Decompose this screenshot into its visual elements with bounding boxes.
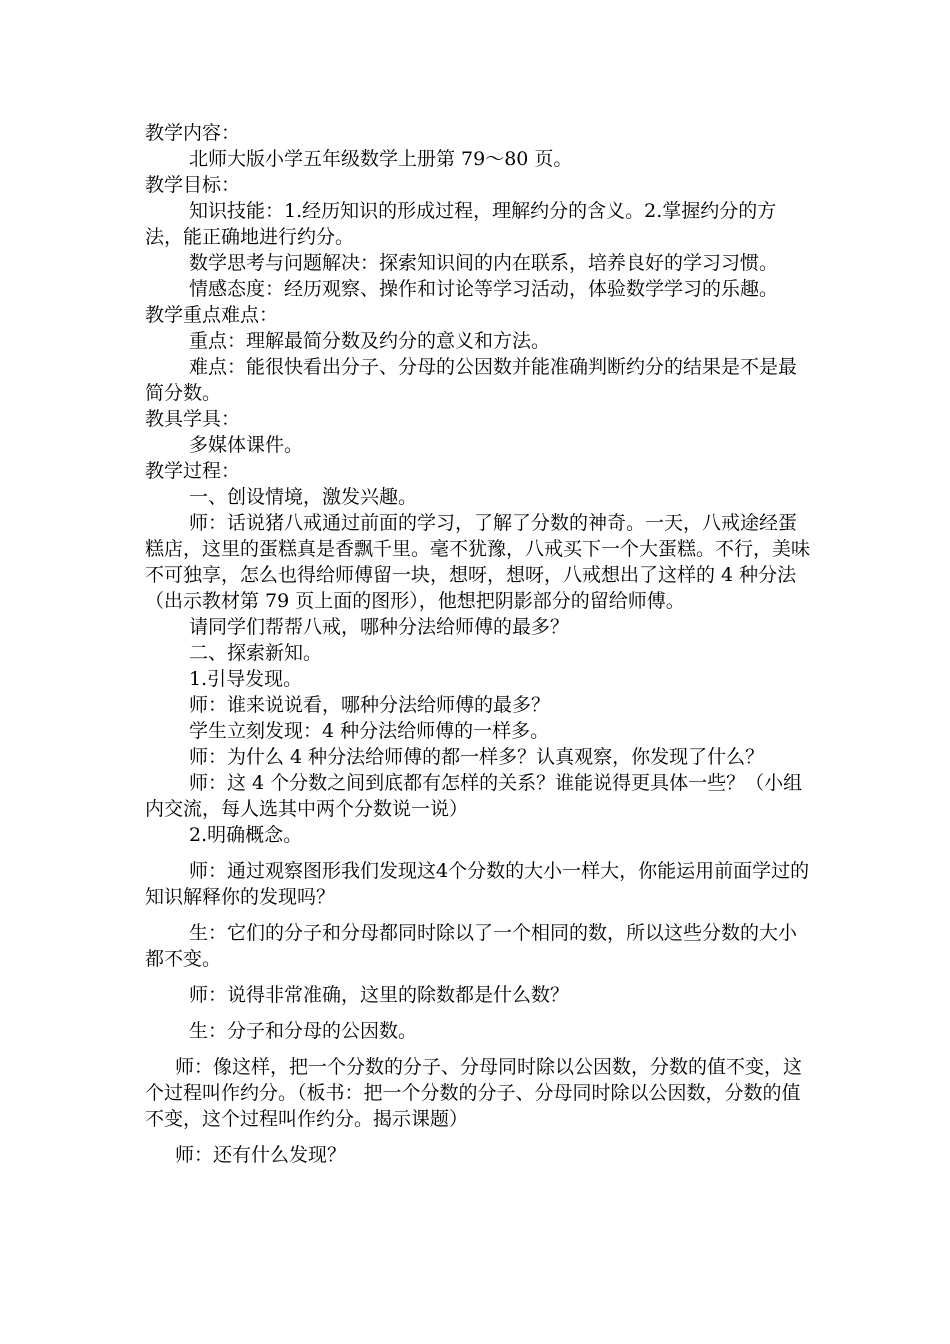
- paragraph-clarify-concept: 2.明确概念。: [189, 824, 303, 846]
- paragraph-help-question: 请同学们帮帮八戒，哪种分法给师傅的最多？: [189, 616, 570, 638]
- heading-teaching-content: 教学内容：: [145, 122, 241, 144]
- paragraph-section-two: 二、探索新知。: [189, 642, 323, 664]
- paragraph-teacher-more: 师：还有什么发现？: [175, 1144, 347, 1166]
- heading-teaching-process: 教学过程：: [145, 460, 241, 482]
- paragraph-key-point: 重点：理解最简分数及约分的意义和方法。: [189, 330, 551, 352]
- paragraph-emotional-attitude: 情感态度：经历观察、操作和讨论等学习活动，体验数学学习的乐趣。: [189, 278, 779, 300]
- paragraph-definition: 师：像这样，把一个分数的分子、分母同时除以公因数，分数的值不变，这个过程叫作约分。（板书：把一个分数的分子、分母同时除以公因数，分数的值不变，这个过程叫作约分。揭示课题）: [145, 1056, 803, 1130]
- paragraph-student-finding: 学生立刻发现：4 种分法给师傅的一样多。: [189, 720, 550, 742]
- document-body: [145, 120, 813, 1168]
- paragraph-difficult-point: 难点：能很快看出分子、分母的公因数并能准确判断约分的结果是不是最简分数。: [145, 356, 798, 404]
- paragraph-student-common-factor: 生：分子和分母的公因数。: [189, 1020, 418, 1042]
- heading-key-difficult-points: 教学重点难点：: [145, 304, 279, 326]
- paragraph-multimedia: 多媒体课件。: [189, 434, 304, 456]
- paragraph-teacher-observe: 师：通过观察图形我们发现这4个分数的大小一样大，你能运用前面学过的知识解释你的发现吗？: [145, 860, 810, 908]
- paragraph-teacher-divisor: 师：说得非常准确，这里的除数都是什么数？: [189, 984, 570, 1006]
- paragraph-knowledge-skills: 知识技能：1.经历知识的形成过程，理解约分的含义。2.掌握约分的方法，能正确地进行约分。: [145, 200, 777, 248]
- paragraph-teacher-question-2: 师：为什么 4 种分法给师傅的都一样多？认真观察，你发现了什么？: [189, 746, 765, 768]
- paragraph-textbook-pages: 北师大版小学五年级数学上册第 79～80 页。: [189, 148, 573, 170]
- heading-teaching-goals: 教学目标：: [145, 174, 241, 196]
- paragraph-teacher-question-1: 师：谁来说说看，哪种分法给师傅的最多？: [189, 694, 551, 716]
- paragraph-section-one: 一、创设情境，激发兴趣。: [189, 486, 418, 508]
- heading-teaching-aids: 教具学具：: [145, 408, 241, 430]
- paragraph-guide-discovery: 1.引导发现。: [189, 668, 303, 690]
- paragraph-story: 师：话说猪八戒通过前面的学习，了解了分数的神奇。一天，八戒途经蛋糕店，这里的蛋糕真是香飘千里。毫不犹豫，八戒买下一个大蛋糕。不行，美味不可独享，怎么也得给师傅留一块，想呀，想呀，八戒想出了这样的 4 种分法（出示教材第 79 页上面的图形），他想把阴影部分的留给师傅。: [145, 512, 811, 612]
- paragraph-math-thinking: 数学思考与问题解决：探索知识间的内在联系，培养良好的学习习惯。: [189, 252, 779, 274]
- paragraph-teacher-question-3: 师：这 4 个分数之间到底都有怎样的关系？谁能说得更具体一些？（小组内交流，每人选其中两个分数说一说）: [145, 772, 803, 820]
- paragraph-student-explain: 生：它们的分子和分母都同时除以了一个相同的数，所以这些分数的大小都不变。: [145, 922, 798, 970]
